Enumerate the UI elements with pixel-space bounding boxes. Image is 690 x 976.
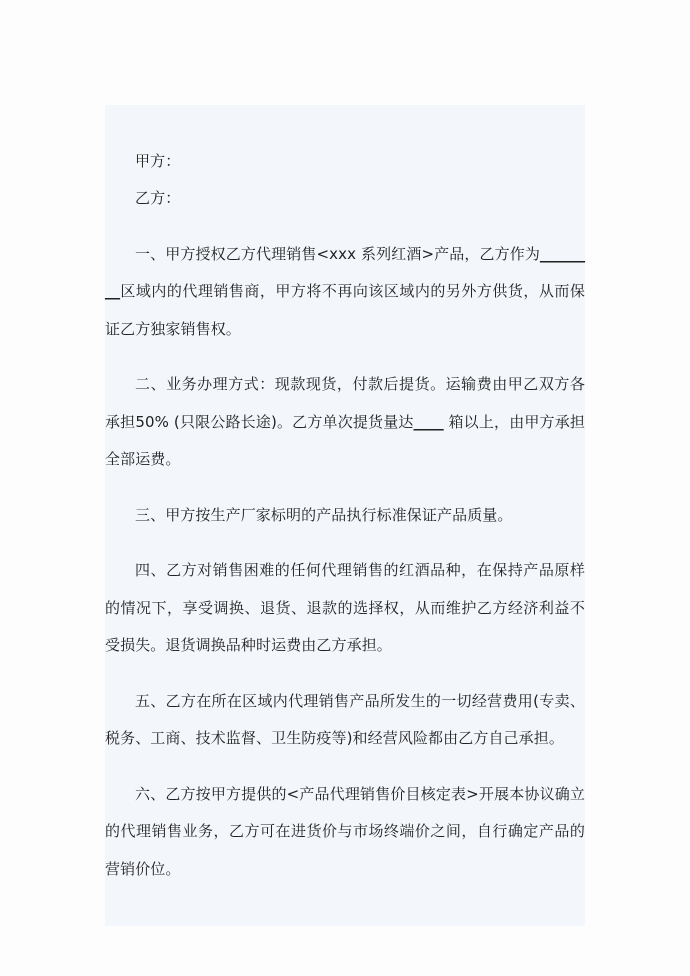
- clause-6-text: 六、乙方按甲方提供的<产品代理销售价目核定表>开展本协议确立的代理销售业务，乙方可在进货价与市场终端价之间，自行确定产品的营销价位。: [105, 784, 585, 878]
- clause-5: [105, 683, 585, 758]
- clause-2: [105, 366, 585, 479]
- clause-1-text-before: 一、甲方授权乙方代理销售<xxx 系列红酒>产品，乙方作为: [135, 244, 540, 263]
- clause-3-text: 三、甲方按生产厂家标明的产品执行标准保证产品质量。: [135, 505, 513, 524]
- clause-4: [105, 552, 585, 665]
- party-b-line: [105, 180, 585, 218]
- party-a-line: [105, 143, 585, 181]
- document-text-block: [105, 105, 585, 926]
- party-b-label: 乙方：: [135, 189, 181, 207]
- bottom-spacer: [105, 888, 585, 926]
- clause-5-text: 五、乙方在所在区域内代理销售产品所发生的一切经营费用(专卖、税务、工商、技术监督、卫生防疫等)和经营风险都由乙方自己承担。: [105, 691, 585, 747]
- top-spacer: [105, 105, 585, 143]
- party-a-label: 甲方：: [135, 151, 181, 170]
- clause-2-blank[interactable]: ____: [413, 412, 444, 431]
- clause-1: [105, 236, 585, 349]
- clause-2-text-after: 箱以上，由甲方承担全部运费。: [105, 412, 585, 468]
- clause-4-text: 四、乙方对销售困难的任何代理销售的红酒品种，在保持产品原样的情况下，享受调换、退货、退款的选择权，从而维护乙方经济利益不受损失。退货调换品种时运费由乙方承担。: [105, 561, 585, 654]
- clause-6: [105, 776, 585, 889]
- clause-1-text-after: 区域内的代理销售商，甲方将不再向该区域内的另外方供货，从而保证乙方独家销售权。: [105, 282, 585, 338]
- clause-2-text-before: 二、业务办理方式：现款现货，付款后提货。运输费由甲乙双方各承担50% (只限公路长途)。乙方单次提货量达: [105, 375, 585, 431]
- clause-1-blank[interactable]: ________: [105, 244, 585, 300]
- clause-3: [105, 497, 585, 535]
